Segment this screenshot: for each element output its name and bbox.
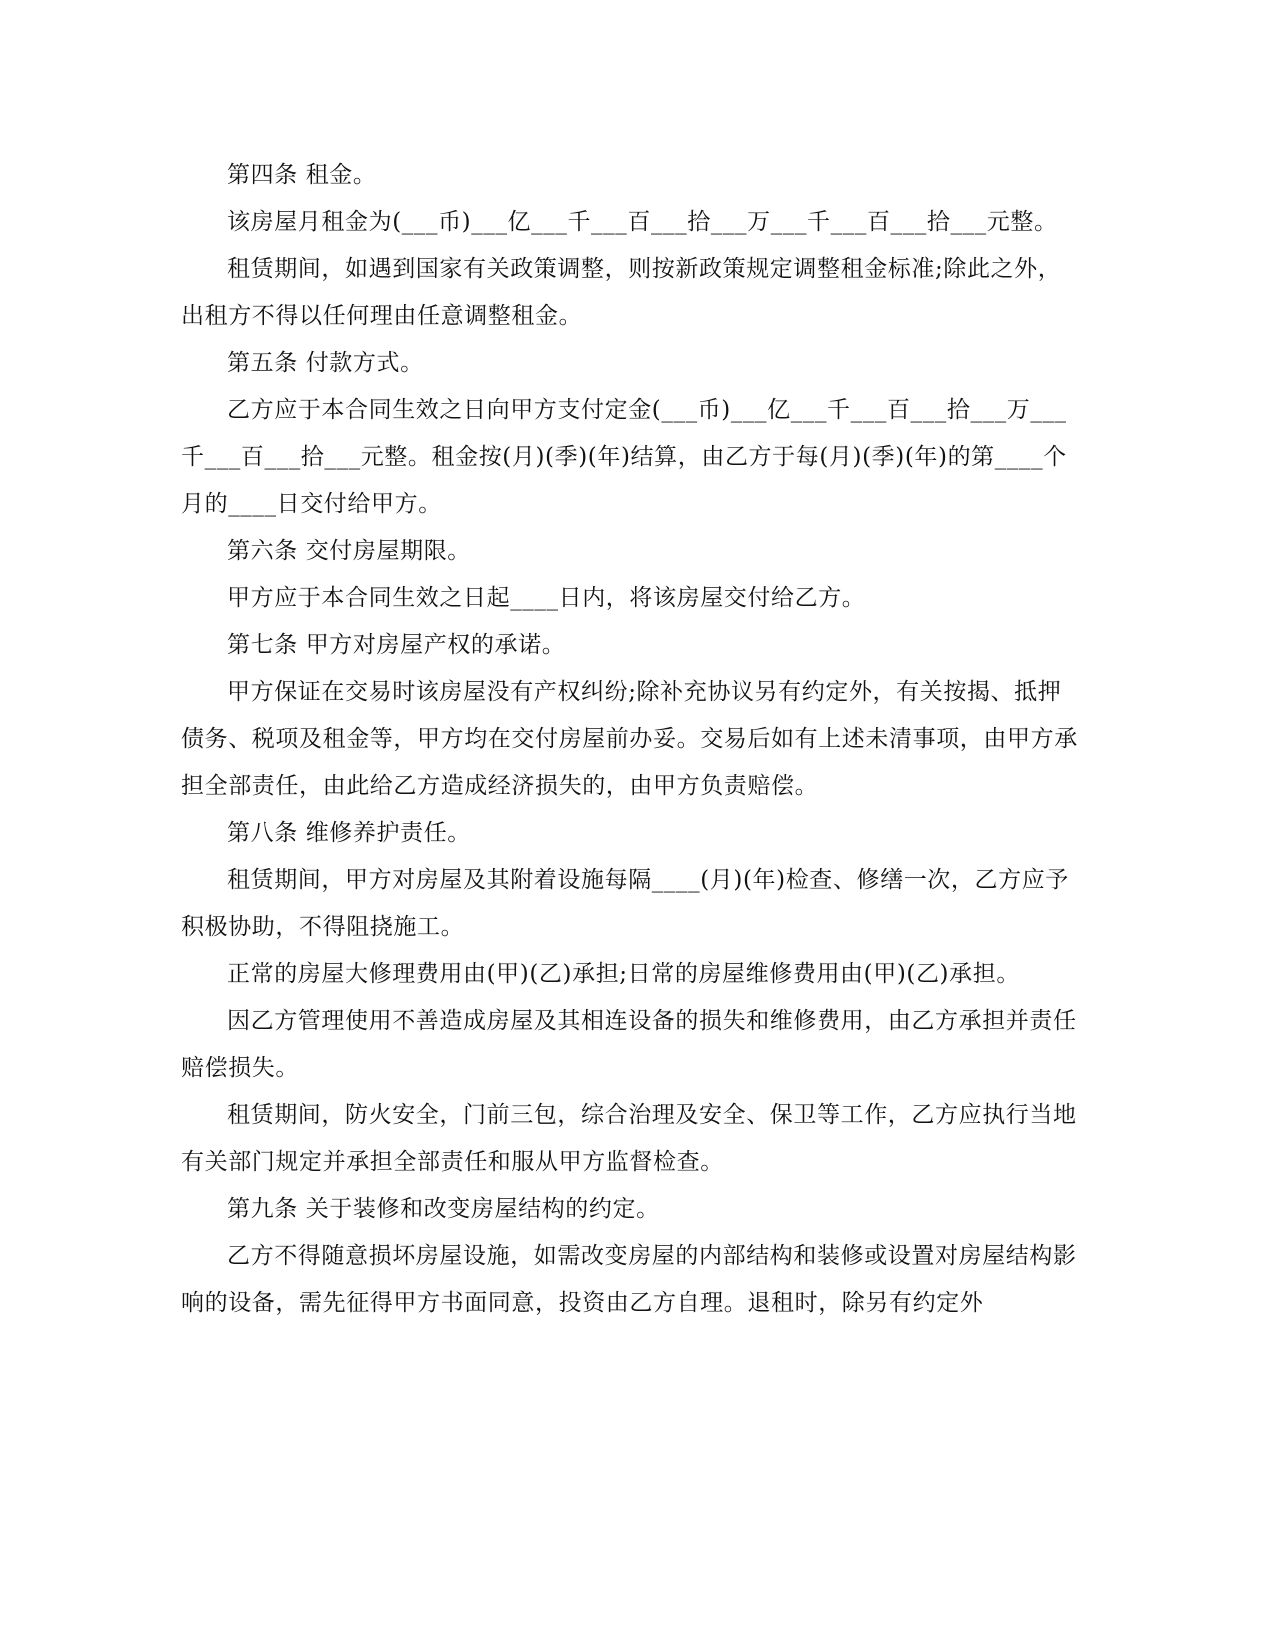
article-8-safety-duties: 租赁期间，防火安全，门前三包，综合治理及安全、保卫等工作，乙方应执行当地有关部门规定并承担全部责任和服从甲方监督检查。: [181, 1102, 1077, 1175]
article-9-heading: 第九条 关于装修和改变房屋结构的约定。: [227, 1196, 660, 1222]
article-4-rent-adjustment: 租赁期间，如遇到国家有关政策调整，则按新政策规定调整租金标准;除此之外，出租方不得以任何理由任意调整租金。: [181, 256, 1062, 329]
article-8-inspection: 租赁期间，甲方对房屋及其附着设施每隔____(月)(年)检查、修缮一次，乙方应予积极协助，不得阻挠施工。: [181, 867, 1069, 940]
article-4-heading: 第四条 租金。: [227, 162, 377, 188]
article-8-damage-liability: 因乙方管理使用不善造成房屋及其相连设备的损失和维修费用，由乙方承担并责任赔偿损失。: [181, 1008, 1077, 1081]
article-7-heading: 第七条 甲方对房屋产权的承诺。: [227, 632, 566, 658]
article-6-delivery-terms: 甲方应于本合同生效之日起____日内，将该房屋交付给乙方。: [227, 585, 866, 611]
document-body: [181, 152, 1079, 1327]
article-6-heading: 第六条 交付房屋期限。: [227, 538, 471, 564]
article-7-title-guarantee: 甲方保证在交易时该房屋没有产权纠纷;除补充协议另有约定外，有关按揭、抵押债务、税项及租金等，甲方均在交付房屋前办妥。交易后如有上述未清事项，由甲方承担全部责任，由此给乙方造成经济损失的，由甲方负责赔偿。: [181, 679, 1078, 799]
article-8-heading: 第八条 维修养护责任。: [227, 820, 471, 846]
article-8-repair-costs: 正常的房屋大修理费用由(甲)(乙)承担;日常的房屋维修费用由(甲)(乙)承担。: [227, 961, 1020, 987]
article-5-heading: 第五条 付款方式。: [227, 350, 424, 376]
article-5-payment-terms: 乙方应于本合同生效之日向甲方支付定金(___币)___亿___千___百___拾___万___千___百___拾___元整。租金按(月)(季)(年)结算，由乙方于每(月)(季)(年)的第____个月的____日交付给甲方。: [181, 397, 1067, 517]
article-4-rent-amount: 该房屋月租金为(___币)___亿___千___百___拾___万___千___百___拾___元整。: [227, 209, 1058, 235]
article-9-renovation-terms: 乙方不得随意损坏房屋设施，如需改变房屋的内部结构和装修或设置对房屋结构影响的设备，需先征得甲方书面同意，投资由乙方自理。退租时，除另有约定外: [181, 1243, 1077, 1316]
